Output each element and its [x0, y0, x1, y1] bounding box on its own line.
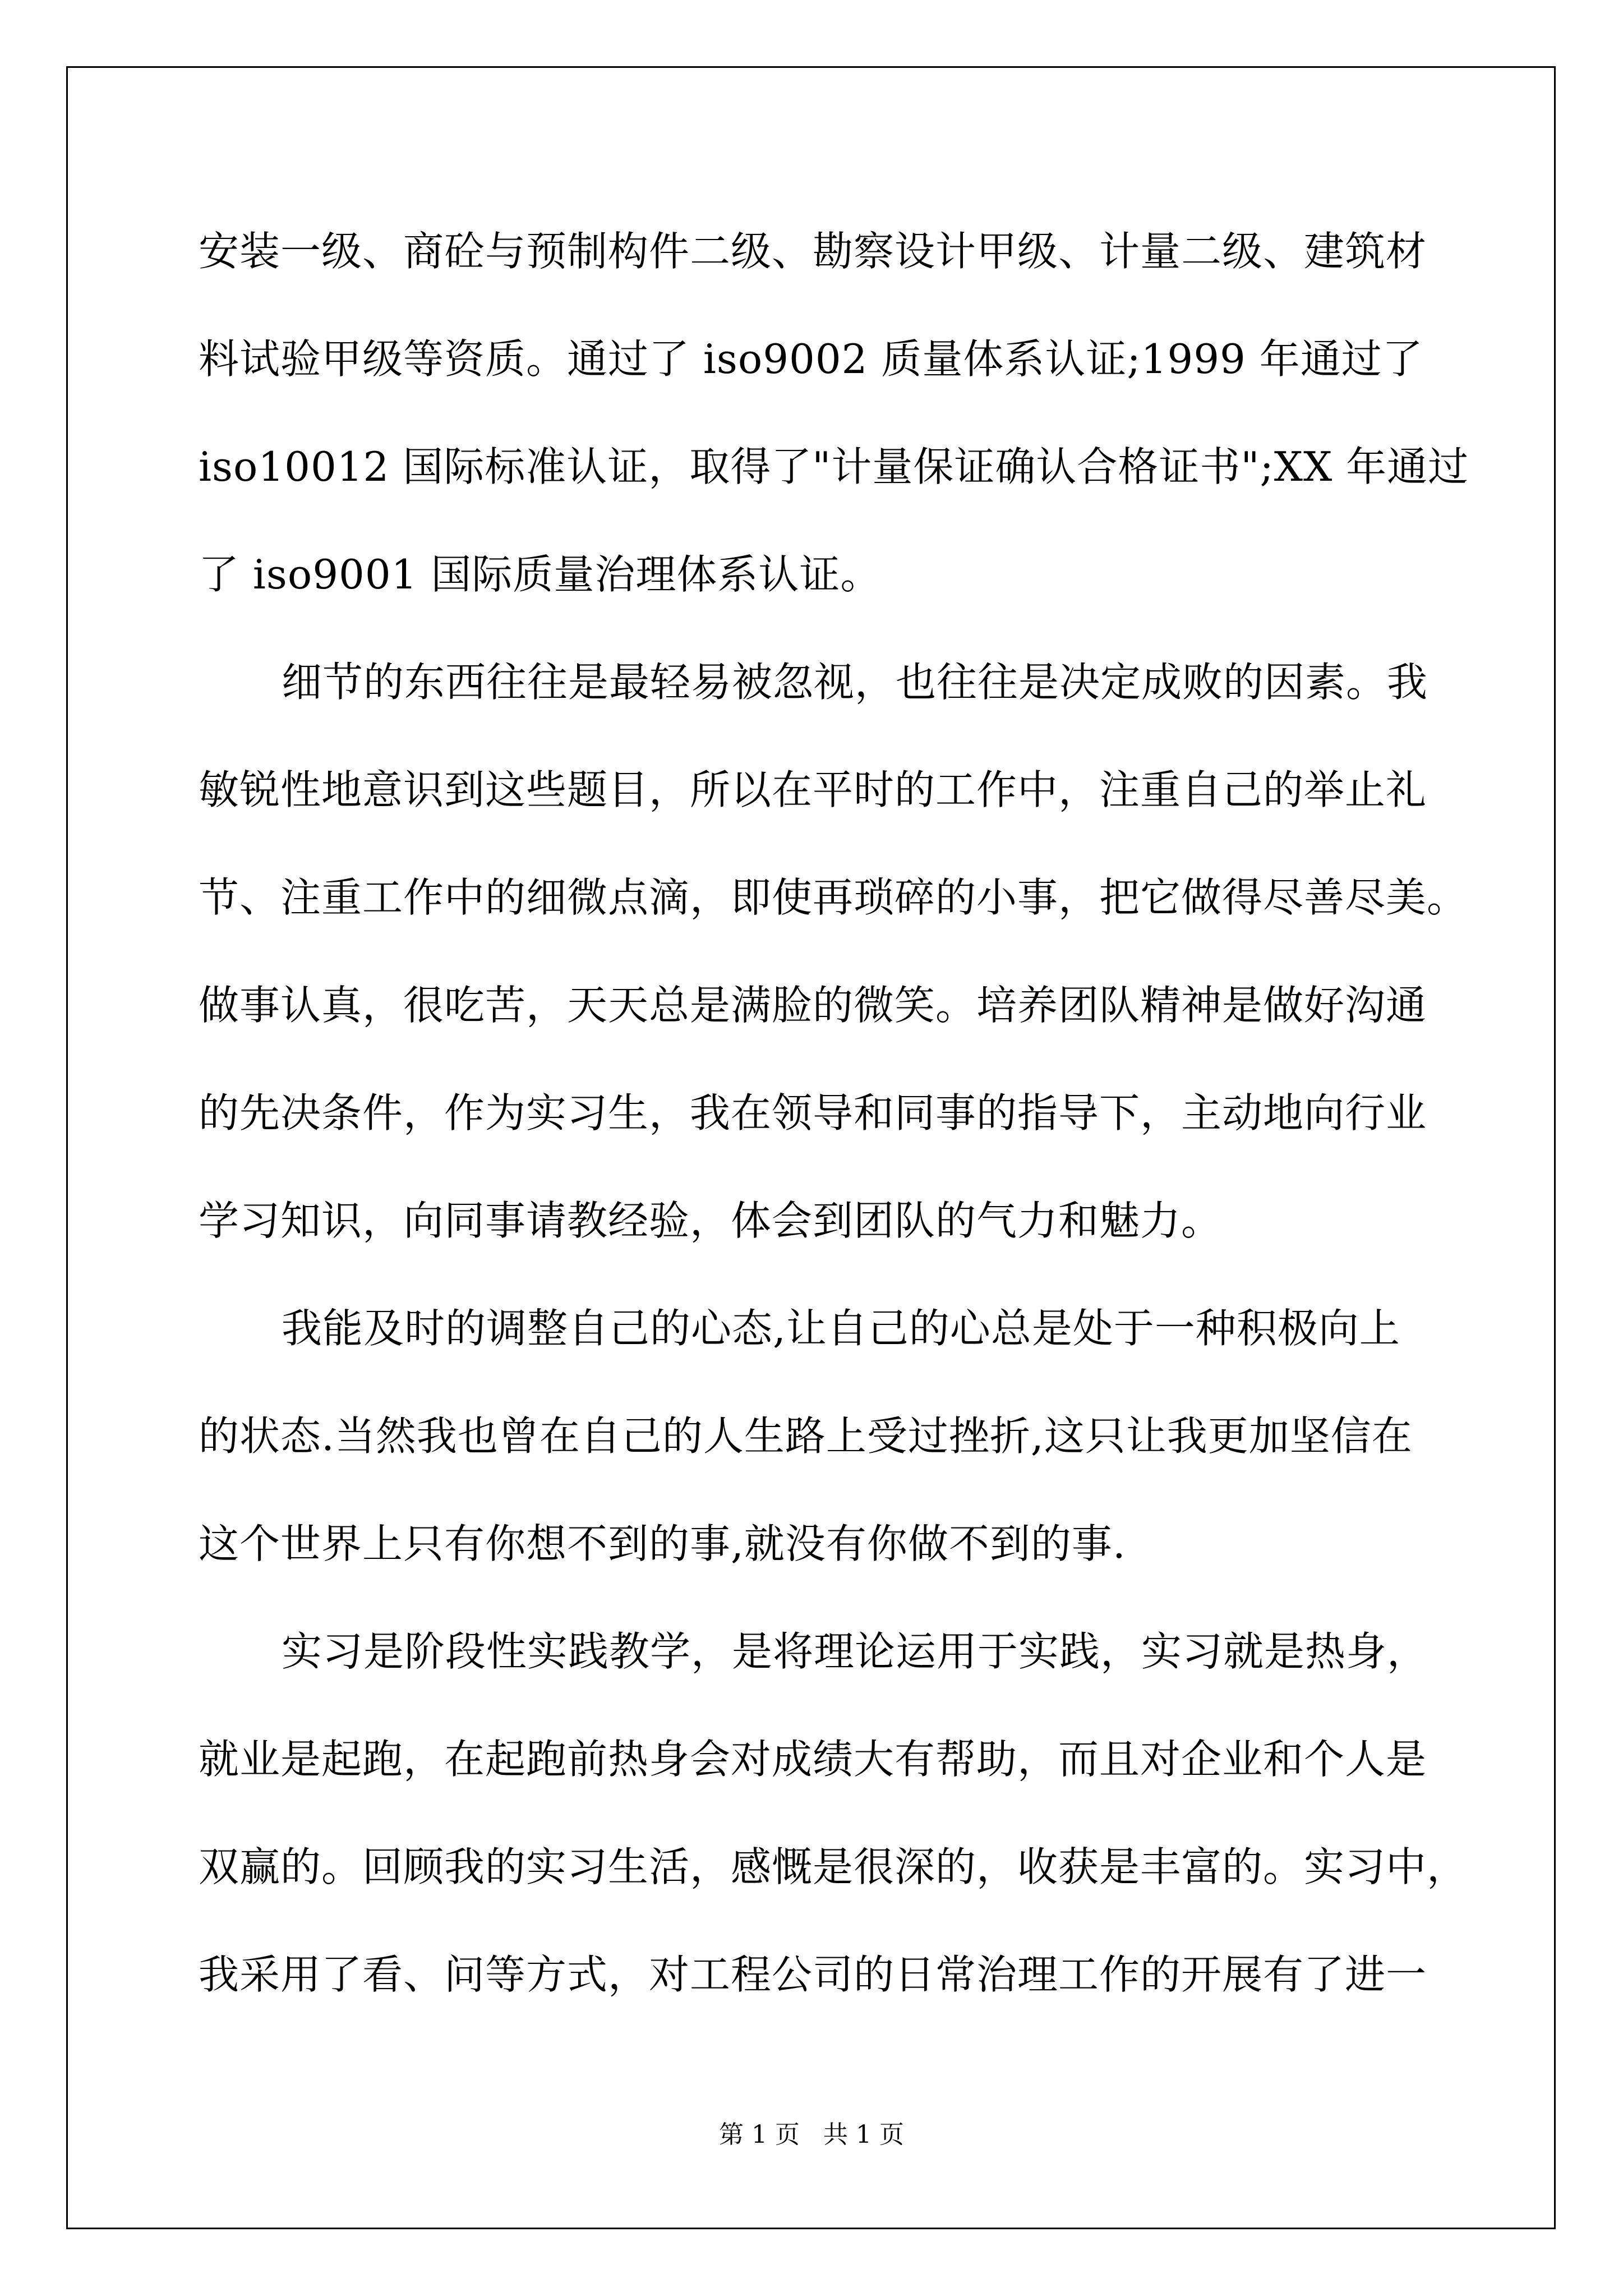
text-line: 实习是阶段性实践教学，是将理论运用于实践，实习就是热身，: [282, 1628, 1428, 1675]
text-line: iso10012 国际标准认证，取得了"计量保证确认合格证书";XX 年通过: [199, 443, 1469, 490]
text-line: 双赢的。回顾我的实习生活，感慨是很深的，收获是丰富的。实习中，: [199, 1843, 1468, 1890]
text-line: 节、注重工作中的细微点滴，即使再琐碎的小事，把它做得尽善尽美。: [199, 874, 1468, 921]
page-border: [66, 66, 1556, 2229]
page-number-footer: 第 1 页 共 1 页: [719, 2120, 904, 2149]
text-line: 就业是起跑，在起跑前热身会对成绩大有帮助，而且对企业和个人是: [199, 1736, 1427, 1783]
text-line: 学习知识，向同事请教经验，体会到团队的气力和魅力。: [199, 1197, 1223, 1244]
text-line: 这个世界上只有你想不到的事,就没有你做不到的事.: [199, 1520, 1126, 1567]
text-line: 敏锐性地意识到这些题目，所以在平时的工作中，注重自己的举止礼: [199, 766, 1427, 813]
text-line: 安装一级、商砼与预制构件二级、勘察设计甲级、计量二级、建筑材: [199, 228, 1427, 275]
text-line: 我采用了看、问等方式，对工程公司的日常治理工作的开展有了进一: [199, 1951, 1427, 1998]
text-line: 我能及时的调整自己的心态,让自己的心总是处于一种积极向上: [282, 1305, 1400, 1352]
text-line: 的先决条件，作为实习生，我在领导和同事的指导下，主动地向行业: [199, 1089, 1427, 1137]
text-line: 细节的东西往往是最轻易被忽视，也往往是决定成败的因素。我: [282, 659, 1428, 706]
text-line: 做事认真，很吃苦，天天总是满脸的微笑。培养团队精神是做好沟通: [199, 982, 1427, 1029]
text-line: 了 iso9001 国际质量治理体系认证。: [199, 551, 882, 598]
text-line: 料试验甲级等资质。通过了 iso9002 质量体系认证;1999 年通过了: [199, 335, 1423, 383]
text-line: 的状态.当然我也曾在自己的人生路上受过挫折,这只让我更加坚信在: [199, 1412, 1413, 1460]
